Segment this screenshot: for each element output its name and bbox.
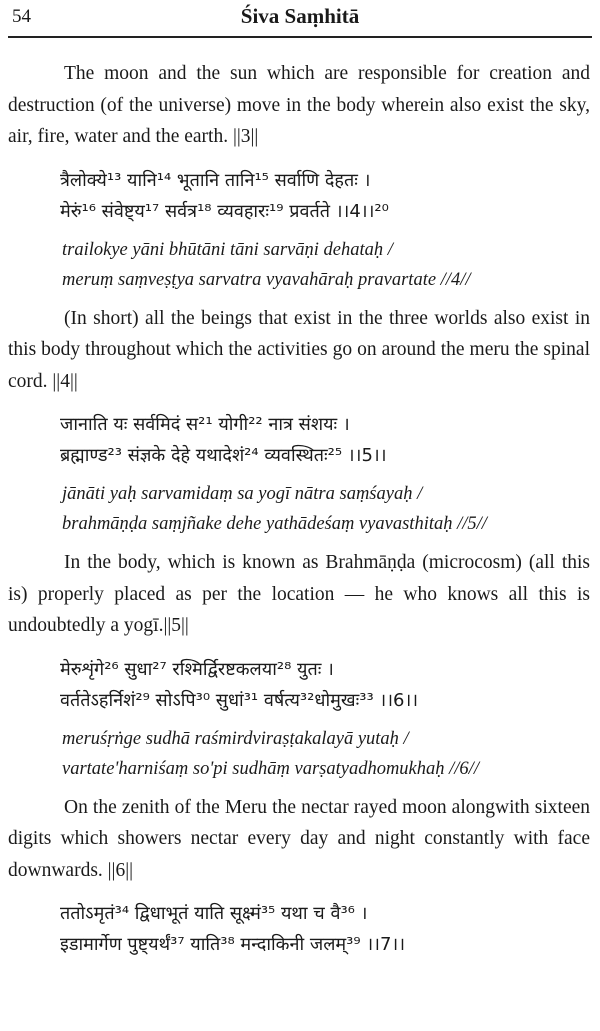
sanskrit-line: ततोऽमृतं³⁴ द्विधाभूतं याति सूक्ष्मं³⁵ यथा च वै³⁶ । <box>60 903 368 924</box>
transliteration-line: meruśṛṅge sudhā raśmirdviraṣṭakalayā yutaḥ / <box>62 728 409 749</box>
transliteration-verse-4 <box>0 235 600 295</box>
page-header <box>8 0 592 36</box>
sanskrit-line: वर्ततेऽहर्निशं²⁹ सोऽपि³⁰ सुधां³¹ वर्षत्य³²धोमुखः³³ ।।6।। <box>60 689 419 711</box>
translation-text: The moon and the sun which are responsible for creation and destruction (of the universe) move in the body wherein also exist the sky, air, fire, water and the earth. ||3|| <box>8 63 590 147</box>
transliteration-line: jānāti yaḥ sarvamidaṃ sa yogī nātra saṃśayaḥ / <box>62 484 423 504</box>
sanskrit-line: ब्रह्माण्ड²³ संज्ञके देहे यथादेशं²⁴ व्यवस्थितः²⁵ ।।5।। <box>60 445 387 466</box>
header-rule <box>8 36 592 38</box>
sanskrit-verse-7 <box>0 898 600 960</box>
translation-text: On the zenith of the Meru the nectar rayed moon alongwith sixteen digits which showers nectar every day and night constantly with face downwards. ||6|| <box>8 796 590 881</box>
transliteration-line: vartate'harniśaṃ so'pi sudhāṃ varṣatyadhomukhaḥ //6// <box>62 758 479 779</box>
transliteration-line: brahmāṇḍa saṃjñake dehe yathādeśaṃ vyavasthitaḥ //5// <box>62 514 487 534</box>
translation-verse-6 <box>0 792 600 887</box>
transliteration-verse-6 <box>0 724 600 784</box>
page-body <box>0 58 600 960</box>
sanskrit-verse-4 <box>0 165 600 227</box>
translation-verse-5 <box>0 547 600 642</box>
transliteration-line: meruṃ saṃveṣṭya sarvatra vyavahāraḥ pravartate //4// <box>62 269 471 290</box>
sanskrit-line: मेरुं¹⁶ संवेष्ट्य¹⁷ सर्वत्र¹⁸ व्यवहारः¹⁹ प्रवर्तते ।।4।।²⁰ <box>60 200 389 222</box>
sanskrit-line: मेरुशृंगे²⁶ सुधा²⁷ रश्मिर्द्विरष्टकलया²⁸ युतः । <box>60 658 334 680</box>
translation-text: (In short) all the beings that exist in the three worlds also exist in this body throughout which the activities go on around the meru the spinal cord. ||4|| <box>8 307 590 392</box>
sanskrit-verse-5 <box>0 409 600 471</box>
translation-verse-4 <box>0 303 600 398</box>
translation-verse-3 <box>0 58 600 153</box>
sanskrit-line: त्रैलोक्ये¹³ यानि¹⁴ भूतानि तानि¹⁵ सर्वाणि देहतः । <box>60 169 371 191</box>
transliteration-verse-5 <box>0 479 600 539</box>
page-number: 54 <box>12 6 31 27</box>
running-title: Śiva Saṃhitā <box>240 4 360 28</box>
transliteration-line: trailokye yāni bhūtāni tāni sarvāṇi dehataḥ / <box>62 239 393 260</box>
sanskrit-line: जानाति यः सर्वमिदं स²¹ योगी²² नात्र संशयः । <box>60 414 350 435</box>
translation-text: In the body, which is known as Brahmāṇḍa (microcosm) (all this is) properly placed as per the location — he who knows all this is undoubtedly a yogī.||5|| <box>8 552 590 636</box>
sanskrit-line: इडामार्गेण पुष्ट्यर्थं³⁷ याति³⁸ मन्दाकिनी जलम्³⁹ ।।7।। <box>60 934 406 955</box>
sanskrit-verse-6 <box>0 654 600 716</box>
